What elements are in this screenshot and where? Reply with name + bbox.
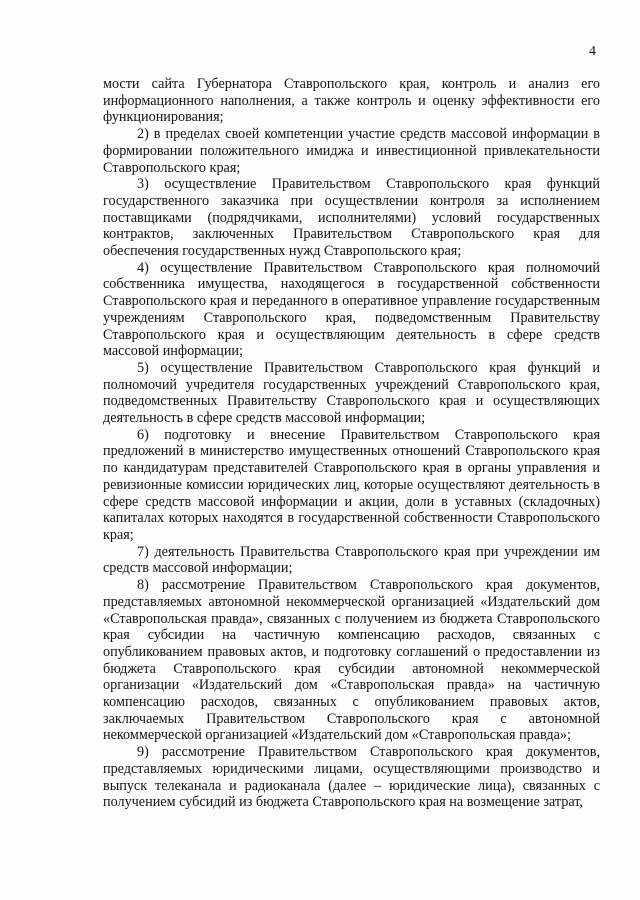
paragraph-item-5: 5) осуществление Правительством Ставропольского края функций и полномочий учредителя государственных учреждений Ставропольского края, подведомственных Правительству Ставропольского края и осуществляющих деятельность в сфере средств массовой информации; (103, 359, 600, 427)
page-number: 4 (589, 44, 596, 59)
paragraph-item-7: 7) деятельность Правительства Ставропольского края при учреждении им средств массовой информации; (103, 543, 600, 577)
paragraph-item-9: 9) рассмотрение Правительством Ставропольского края документов, представляемых юридическими лицами, осуществляющими производство и выпуск телеканала и радиоканала (далее – юридические лица), связанных с получением субсидий из бюджета Ставропольского края на возмещение затрат, (103, 744, 600, 811)
paragraph-item-2: 2) в пределах своей компетенции участие средств массовой информации в формировании положительного имиджа и инвестиционной привлекательности Ставропольского края; (103, 126, 600, 176)
paragraph-continuation: мости сайта Губернатора Ставропольского края, контроль и анализ его информационного наполнения, а также контроль и оценку эффективности его функционирования; (103, 76, 600, 126)
document-body (103, 76, 600, 811)
paragraph-item-3: 3) осуществление Правительством Ставропольского края функций государственного заказчика при осуществлении контроля за исполнением поставщиками (подрядчиками, исполнителями) условий государственных контрактов, заключенных Правительством Ставропольского края для обеспечения государственных нужд Ставропольского края; (103, 176, 600, 260)
paragraph-item-4: 4) осуществление Правительством Ставропольского края полномочий собственника имущества, находящегося в государственной собственности Ставропольского края и переданного в оперативное управление государственным учреждениям Ставропольского края, подведомственным Правительству Ставропольского края и осуществляющим деятельность в сфере средств массовой информации; (103, 259, 600, 360)
paragraph-item-6: 6) подготовку и внесение Правительством Ставропольского края предложений в министерство имущественных отношений Ставропольского края по кандидатурам представителей Ставропольского края в органы управления и ревизионные комиссии юридических лиц, которые осуществляют деятельность в сфере средств массовой информации и акции, доли в уставных (складочных) капиталах которых находятся в государственной собственности Ставропольского края; (103, 426, 600, 543)
paragraph-item-8: 8) рассмотрение Правительством Ставропольского края документов, представляемых автономной некоммерческой организацией «Издательский дом «Ставропольская правда», связанных с получением из бюджета Ставропольского края субсидии на частичную компенсацию расходов, связанных с опубликованием правовых актов, и подготовку соглашений о предоставлении из бюджета Ставропольского края субсидии автономной некоммерческой организации «Издательский дом «Ставропольская правда» на частичную компенсацию расходов, связанных с опубликованием правовых актов, заключаемых Правительством Ставропольского края с автономной некоммерческой организацией «Издательский дом «Ставропольская правда»; (103, 577, 600, 744)
